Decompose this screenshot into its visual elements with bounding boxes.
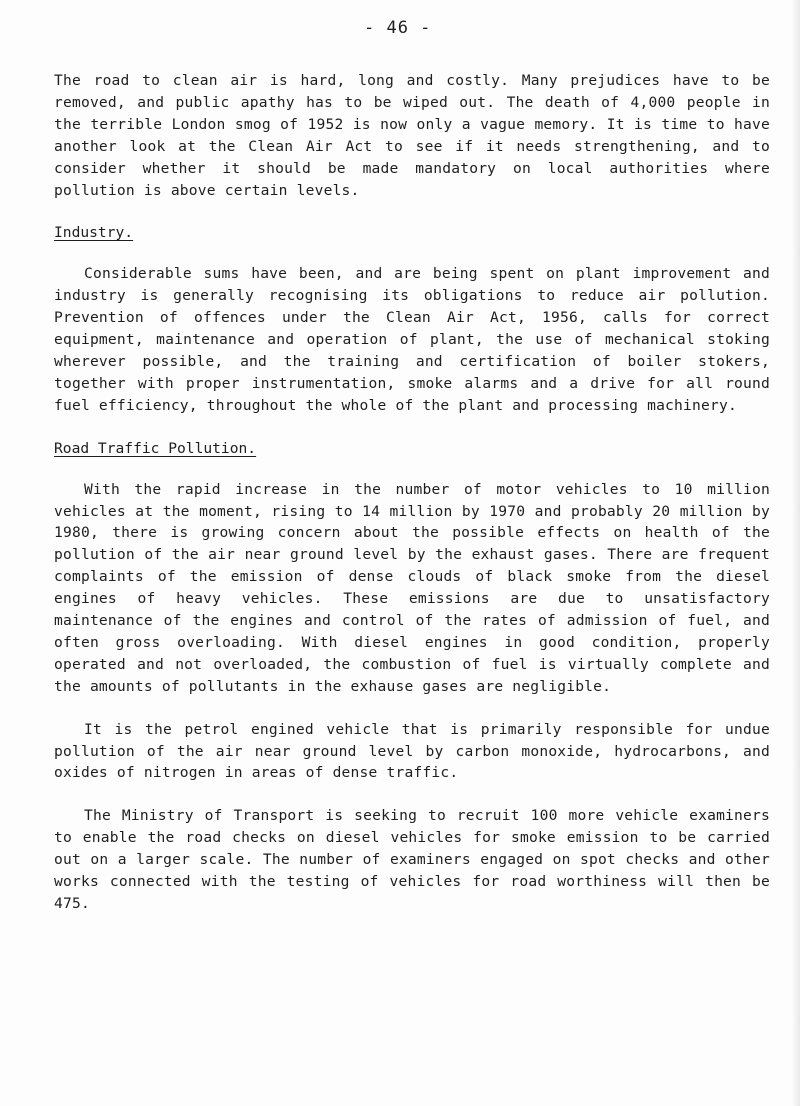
section-heading-road-traffic: Road Traffic Pollution.: [54, 439, 257, 457]
section-heading-industry: Industry.: [54, 224, 134, 242]
industry-paragraph: Considerable sums have been, and are being spent on plant improvement and industry is generally recognising its obligations to reduce air pollution. Prevention of offences under the Clean Air Act, 1956, calls for correct equipment, maintenance and operation of plant, the use of mechanical stoking wherever possible, and the training and certification of boiler stokers, together with proper instrumentation, smoke alarms and a drive for all round fuel efficiency, throughout the whole of the plant and processing machinery.: [54, 265, 770, 414]
road-traffic-paragraph-2: It is the petrol engined vehicle that is primarily responsible for undue pollution of the air near ground level by carbon monoxide, hydrocarbons, and oxides of nitrogen in areas of dense traffic.: [54, 720, 770, 782]
page-edge-shadow: [792, 0, 800, 1106]
page-body: [54, 70, 770, 915]
road-traffic-paragraph-1: With the rapid increase in the number of motor vehicles to 10 million vehicles at the moment, rising to 14 million by 1970 and probably 20 million by 1980, there is growing concern about the possible effects on health of the pollution of the air near ground level by the exhaust gases. There are frequent complaints of the emission of dense clouds of black smoke from the diesel engines of heavy vehicles. These emissions are due to unsatisfactory maintenance of the engines and control of the rates of admission of fuel, and often gross overloading. With diesel engines in good condition, properly operated and not overloaded, the combustion of fuel is virtually complete and the amounts of pollutants in the exhause gases are negligible.: [54, 480, 770, 695]
intro-paragraph: The road to clean air is hard, long and costly. Many prejudices have to be removed, and public apathy has to be wiped out. The death of 4,000 people in the terrible London smog of 1952 is now only a vague memory. It is time to have another look at the Clean Air Act to see if it needs strengthening, and to consider whether it should be made mandatory on local authorities where pollution is above certain levels.: [54, 72, 770, 199]
road-traffic-paragraph-3: The Ministry of Transport is seeking to recruit 100 more vehicle examiners to enable the road checks on diesel vehicles for smoke emission to be carried out on a larger scale. The number of examiners engaged on spot checks and other works connected with the testing of vehicles for road worthiness will then be 475.: [54, 807, 770, 912]
page-number: - 46 -: [364, 18, 432, 38]
